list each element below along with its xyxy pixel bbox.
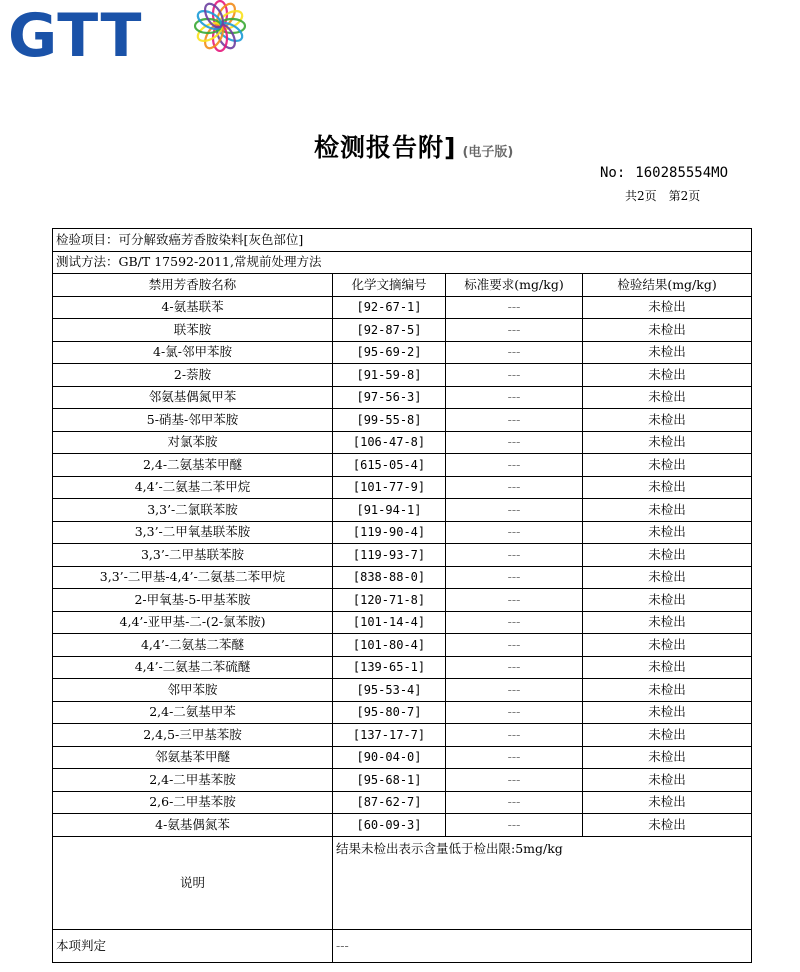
requirement-cell: --- — [446, 634, 583, 657]
table-row — [53, 746, 752, 769]
cas-number-cell: [95-68-1] — [333, 769, 446, 792]
amine-name-cell: 2,4,5-三甲基苯胺 — [53, 724, 333, 747]
table-row — [53, 364, 752, 387]
amine-name-cell: 4-氯-邻甲苯胺 — [53, 341, 333, 364]
result-cell: 未检出 — [583, 431, 752, 454]
amine-name-cell: 3,3’-二氯联苯胺 — [53, 499, 333, 522]
requirement-cell: --- — [446, 679, 583, 702]
requirement-cell: --- — [446, 409, 583, 432]
requirement-cell: --- — [446, 611, 583, 634]
cas-number-cell: [120-71-8] — [333, 589, 446, 612]
test-results-table — [52, 228, 752, 963]
cas-number-cell: [95-69-2] — [333, 341, 446, 364]
table-row — [53, 521, 752, 544]
table-row — [53, 454, 752, 477]
test-item-cell — [53, 229, 752, 252]
amine-name-cell: 4,4’-二氨基二苯醚 — [53, 634, 333, 657]
gtt-logo — [8, 0, 248, 71]
test-method-row — [53, 251, 752, 274]
column-header-requirement: 标准要求(mg/kg) — [446, 274, 583, 297]
result-cell: 未检出 — [583, 499, 752, 522]
table-row — [53, 499, 752, 522]
cas-number-cell: [101-14-4] — [333, 611, 446, 634]
requirement-cell: --- — [446, 476, 583, 499]
report-title: 检测报告附] — [314, 133, 457, 162]
result-cell: 未检出 — [583, 611, 752, 634]
requirement-cell: --- — [446, 566, 583, 589]
result-cell: 未检出 — [583, 814, 752, 837]
table-row — [53, 656, 752, 679]
result-cell: 未检出 — [583, 746, 752, 769]
report-title-subtitle: (电子版) — [462, 145, 514, 160]
cas-number-cell: [101-77-9] — [333, 476, 446, 499]
page-indicator — [625, 187, 700, 204]
column-header-name: 禁用芳香胺名称 — [53, 274, 333, 297]
result-cell: 未检出 — [583, 791, 752, 814]
cas-number-cell: [95-53-4] — [333, 679, 446, 702]
cas-number-cell: [119-90-4] — [333, 521, 446, 544]
table-row — [53, 634, 752, 657]
amine-name-cell: 对氯苯胺 — [53, 431, 333, 454]
logo-swirl-icon — [194, 0, 246, 52]
amine-name-cell: 4,4’-亚甲基-二-(2-氯苯胺) — [53, 611, 333, 634]
cas-number-cell: [106-47-8] — [333, 431, 446, 454]
amine-name-cell: 3,3’-二甲氧基联苯胺 — [53, 521, 333, 544]
test-item-value: 可分解致癌芳香胺染料[灰色部位] — [118, 231, 304, 247]
result-cell: 未检出 — [583, 679, 752, 702]
result-cell: 未检出 — [583, 341, 752, 364]
requirement-cell: --- — [446, 724, 583, 747]
amine-name-cell: 4-氨基偶氮苯 — [53, 814, 333, 837]
note-row — [53, 836, 752, 929]
cas-number-cell: [95-80-7] — [333, 701, 446, 724]
cas-number-cell: [101-80-4] — [333, 634, 446, 657]
requirement-cell: --- — [446, 364, 583, 387]
table-row — [53, 566, 752, 589]
requirement-cell: --- — [446, 656, 583, 679]
cas-number-cell: [137-17-7] — [333, 724, 446, 747]
result-cell: 未检出 — [583, 476, 752, 499]
conclusion-value: --- — [333, 929, 752, 962]
amine-name-cell: 2,4-二甲基苯胺 — [53, 769, 333, 792]
amine-name-cell: 联苯胺 — [53, 319, 333, 342]
result-cell: 未检出 — [583, 656, 752, 679]
result-cell: 未检出 — [583, 386, 752, 409]
pages-total: 共2页 — [625, 189, 657, 203]
table-row — [53, 386, 752, 409]
note-text: 结果未检出表示含量低于检出限:5mg/kg — [333, 836, 752, 929]
result-cell: 未检出 — [583, 409, 752, 432]
result-cell: 未检出 — [583, 566, 752, 589]
table-row — [53, 701, 752, 724]
result-cell: 未检出 — [583, 521, 752, 544]
page-current: 第2页 — [668, 189, 701, 203]
result-cell: 未检出 — [583, 724, 752, 747]
table-row — [53, 589, 752, 612]
cas-number-cell: [97-56-3] — [333, 386, 446, 409]
amine-name-cell: 3,3’-二甲基联苯胺 — [53, 544, 333, 567]
table-row — [53, 431, 752, 454]
table-header-row — [53, 274, 752, 297]
amine-name-cell: 2,4-二氨基甲苯 — [53, 701, 333, 724]
report-number-value: 160285554MO — [635, 165, 729, 181]
amine-name-cell: 邻氨基苯甲醚 — [53, 746, 333, 769]
table-row — [53, 319, 752, 342]
amine-name-cell: 4,4’-二氨基二苯甲烷 — [53, 476, 333, 499]
column-header-cas: 化学文摘编号 — [333, 274, 446, 297]
amine-name-cell: 4-氨基联苯 — [53, 296, 333, 319]
conclusion-label: 本项判定 — [53, 929, 333, 962]
cas-number-cell: [139-65-1] — [333, 656, 446, 679]
test-method-cell — [53, 251, 752, 274]
logo-text: GTT — [8, 1, 143, 71]
cas-number-cell: [838-88-0] — [333, 566, 446, 589]
table-row — [53, 476, 752, 499]
requirement-cell: --- — [446, 746, 583, 769]
requirement-cell: --- — [446, 454, 583, 477]
amine-name-cell: 2,4-二氨基苯甲醚 — [53, 454, 333, 477]
table-row — [53, 791, 752, 814]
table-row — [53, 769, 752, 792]
cas-number-cell: [91-59-8] — [333, 364, 446, 387]
amine-name-cell: 2-萘胺 — [53, 364, 333, 387]
amine-name-cell: 2,6-二甲基苯胺 — [53, 791, 333, 814]
amine-name-cell: 2-甲氧基-5-甲基苯胺 — [53, 589, 333, 612]
result-cell: 未检出 — [583, 589, 752, 612]
table-row — [53, 544, 752, 567]
amine-name-cell: 邻氨基偶氮甲苯 — [53, 386, 333, 409]
requirement-cell: --- — [446, 499, 583, 522]
report-title-block — [314, 128, 513, 164]
requirement-cell: --- — [446, 521, 583, 544]
requirement-cell: --- — [446, 589, 583, 612]
cas-number-cell: [99-55-8] — [333, 409, 446, 432]
requirement-cell: --- — [446, 431, 583, 454]
cas-number-cell: [92-67-1] — [333, 296, 446, 319]
requirement-cell: --- — [446, 341, 583, 364]
requirement-cell: --- — [446, 814, 583, 837]
test-item-row — [53, 229, 752, 252]
test-method-label: 测试方法： — [56, 254, 119, 270]
cas-number-cell: [91-94-1] — [333, 499, 446, 522]
amine-name-cell: 4,4’-二氨基二苯硫醚 — [53, 656, 333, 679]
table-row — [53, 409, 752, 432]
cas-number-cell: [87-62-7] — [333, 791, 446, 814]
amine-name-cell: 邻甲苯胺 — [53, 679, 333, 702]
table-row — [53, 724, 752, 747]
requirement-cell: --- — [446, 791, 583, 814]
report-number — [600, 165, 728, 181]
table-row — [53, 814, 752, 837]
result-cell: 未检出 — [583, 319, 752, 342]
requirement-cell: --- — [446, 769, 583, 792]
cas-number-cell: [119-93-7] — [333, 544, 446, 567]
note-label: 说明 — [53, 836, 333, 929]
requirement-cell: --- — [446, 319, 583, 342]
result-cell: 未检出 — [583, 296, 752, 319]
amine-name-cell: 5-硝基-邻甲苯胺 — [53, 409, 333, 432]
result-cell: 未检出 — [583, 364, 752, 387]
requirement-cell: --- — [446, 296, 583, 319]
result-cell: 未检出 — [583, 701, 752, 724]
cas-number-cell: [90-04-0] — [333, 746, 446, 769]
test-item-label: 检验项目： — [56, 231, 119, 247]
result-cell: 未检出 — [583, 769, 752, 792]
table-row — [53, 296, 752, 319]
table-row — [53, 611, 752, 634]
requirement-cell: --- — [446, 701, 583, 724]
cas-number-cell: [60-09-3] — [333, 814, 446, 837]
table-row — [53, 341, 752, 364]
amine-name-cell: 3,3’-二甲基-4,4’-二氨基二苯甲烷 — [53, 566, 333, 589]
table-row — [53, 679, 752, 702]
result-cell: 未检出 — [583, 454, 752, 477]
requirement-cell: --- — [446, 386, 583, 409]
result-cell: 未检出 — [583, 544, 752, 567]
cas-number-cell: [92-87-5] — [333, 319, 446, 342]
report-number-label: No: — [600, 165, 626, 181]
column-header-result: 检验结果(mg/kg) — [583, 274, 752, 297]
result-cell: 未检出 — [583, 634, 752, 657]
conclusion-row — [53, 929, 752, 962]
requirement-cell: --- — [446, 544, 583, 567]
cas-number-cell: [615-05-4] — [333, 454, 446, 477]
test-method-value: GB/T 17592-2011,常规前处理方法 — [118, 254, 322, 270]
